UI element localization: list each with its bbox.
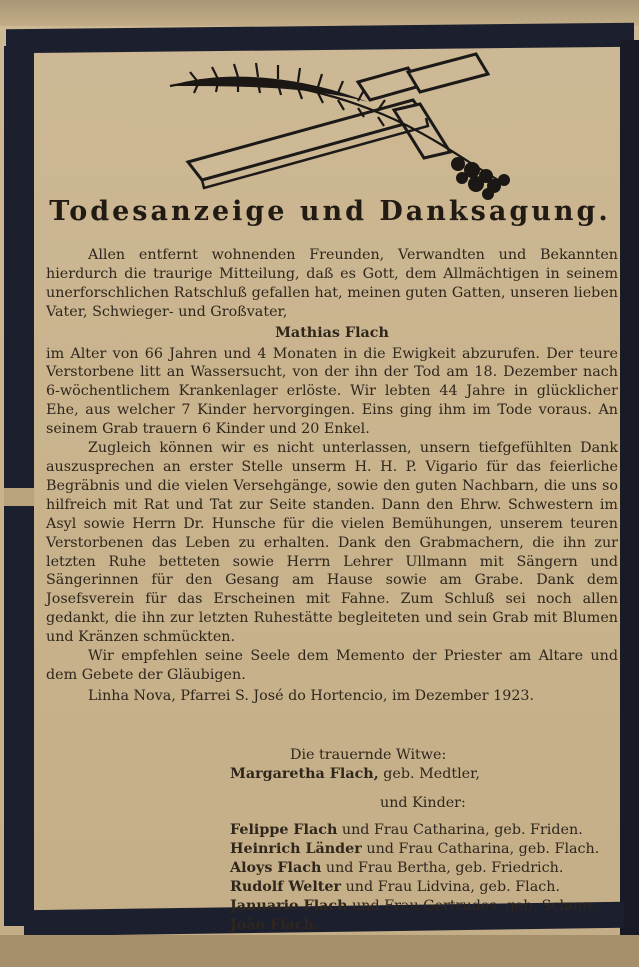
notice-body xyxy=(46,246,618,706)
announcement-paragraph: Allen entfernt wohnenden Freunden, Verwandten und Bekannten hierdurch die traurige Mitteilung, daß es Gott, dem Allmächtigen in seinem unerforschlichen Ratschluß gefallen hat, meinen guten Gatten, unseren lieben Vater, Schwieger- und Großvater, xyxy=(46,247,618,320)
child-entry xyxy=(230,916,620,935)
widow-name: Margaretha Flach, xyxy=(230,766,379,782)
child-spouse: und Frau Lidvina, geb. Flach. xyxy=(345,879,561,895)
children-list xyxy=(230,821,620,935)
child-name: Rudolf Welter xyxy=(230,879,342,895)
child-spouse: und Frau Bertha, geb. Friedrich. xyxy=(325,860,564,876)
child-spouse: und Frau Gertrudes, geb. Schons. xyxy=(352,898,599,914)
mourning-border-right xyxy=(620,40,639,940)
page-top-edge xyxy=(0,0,639,26)
child-name: Heinrich Länder xyxy=(230,841,362,857)
child-entry xyxy=(230,840,620,859)
child-name: João Flach. xyxy=(230,917,319,933)
thanks-paragraph: Zugleich können wir es nicht unterlassen, unsern tiefgefühlten Dank auszusprechen an erster Stelle unserm H. H. P. Vigario für das feierliche Begräbnis und die vielen Versehgänge, sowie den guten Nachbarn, die uns so hilfreich mit Rat und Tat zur Seite standen. Dann den Ehrw. Schwestern im Asyl sowie Herrn Dr. Hunsche für die vielen Bemühungen, unserem teuren Verstorbenen das Leben zu erhalten. Dank den Grabmachern, die ihn zur letzten Ruhe betteten sowie Herrn Lehrer Ullmann mit Sängern und Sängerinnen für den Gesang am Hause sowie am Grabe. Dank dem Josefsverein für das Erscheinen mit Fahne. Zum Schluß sei noch allen gedankt, die ihn zur letzten Ruhestätte begleiteten und sein Grab mit Blumen und Kränzen schmückten. xyxy=(46,440,618,646)
child-name: Januario Flach xyxy=(230,898,348,914)
cross-with-palm-branch-icon xyxy=(158,52,528,202)
widow-maiden-name: geb. Medtler, xyxy=(383,766,480,782)
mourning-border-left xyxy=(4,46,34,926)
prayer-paragraph: Wir empfehlen seine Seele dem Memento der Priester am Altare und dem Gebete der Gläubigen. xyxy=(46,648,618,683)
child-name: Aloys Flach xyxy=(230,860,322,876)
child-name: Felippe Flach xyxy=(230,822,338,838)
child-entry xyxy=(230,859,620,878)
children-header: und Kinder: xyxy=(380,795,466,811)
child-entry xyxy=(230,878,620,897)
obituary-notice xyxy=(40,48,620,933)
widow-line xyxy=(230,765,620,784)
child-entry xyxy=(230,821,620,840)
widow-header: Die trauernde Witwe: xyxy=(290,747,447,763)
child-spouse: und Frau Catharina, geb. Friden. xyxy=(341,822,583,838)
page-bottom-edge xyxy=(0,935,639,967)
death-details-paragraph: im Alter von 66 Jahren und 4 Monaten in die Ewigkeit abzurufen. Der teure Verstorbene litt an Wassersucht, von der ihn der Tod am 18. Dezember nach 6-wöchentlichem Krankenlager erlöste. Wir lebten 44 Jahre in glücklicher Ehe, aus welcher 7 Kinder hervorgingen. Eins ging ihm im Tode voraus. An seinem Grab trauern 6 Kinder und 20 Enkel. xyxy=(46,345,618,438)
place-and-date: Linha Nova, Pfarrei S. José do Hortencio, im Dezember 1923. xyxy=(88,687,535,704)
border-gap xyxy=(4,488,34,506)
signatories xyxy=(230,746,620,935)
child-entry xyxy=(230,897,620,916)
child-spouse: und Frau Catharina, geb. Flach. xyxy=(366,841,600,857)
notice-title: Todesanzeige und Danksagung. xyxy=(49,196,611,227)
deceased-name: Mathias Flach xyxy=(275,324,389,341)
